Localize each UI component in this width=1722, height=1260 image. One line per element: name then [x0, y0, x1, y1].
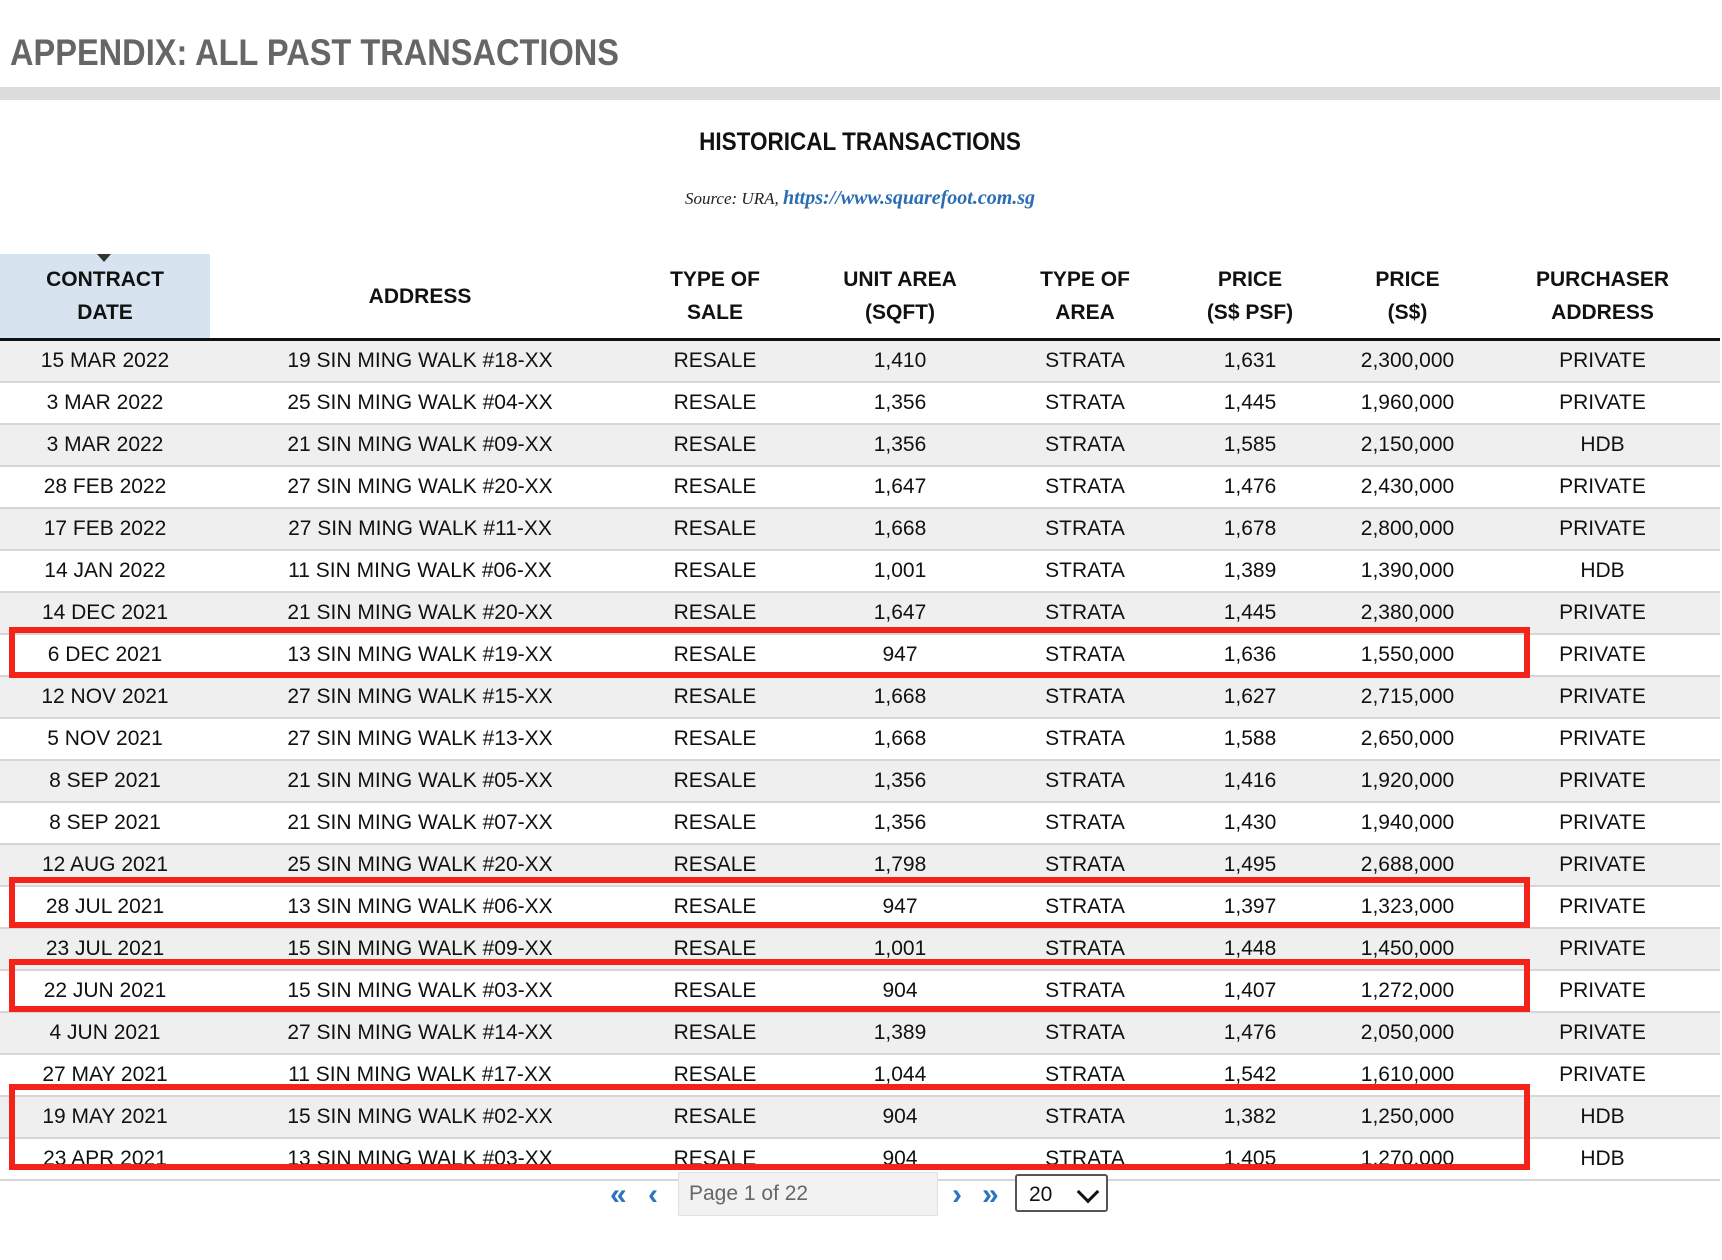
cell-type-of-sale: RESALE — [630, 970, 800, 1012]
cell-type-of-area: STRATA — [1000, 466, 1170, 508]
col-header-price-psf[interactable] — [1170, 254, 1330, 340]
cell-address: 11 SIN MING WALK #17-XX — [210, 1054, 630, 1096]
cell-contract-date: 23 JUL 2021 — [0, 928, 210, 970]
cell-address: 21 SIN MING WALK #20-XX — [210, 592, 630, 634]
header-line: ADDRESS — [368, 284, 472, 308]
cell-price-psf: 1,448 — [1170, 928, 1330, 970]
cell-purchaser-address: PRIVATE — [1485, 466, 1720, 508]
table-row — [0, 592, 1720, 634]
cell-price: 2,800,000 — [1330, 508, 1485, 550]
table-row — [0, 886, 1720, 928]
cell-purchaser-address: PRIVATE — [1485, 928, 1720, 970]
cell-type-of-sale: RESALE — [630, 634, 800, 676]
table-row — [0, 844, 1720, 886]
cell-type-of-sale: RESALE — [630, 1096, 800, 1138]
cell-price: 2,380,000 — [1330, 592, 1485, 634]
cell-unit-area: 1,410 — [800, 340, 1000, 383]
col-header-purchaser-address[interactable] — [1485, 254, 1720, 340]
cell-price-psf: 1,416 — [1170, 760, 1330, 802]
col-header-type-of-area[interactable] — [1000, 254, 1170, 340]
cell-unit-area: 1,356 — [800, 760, 1000, 802]
table-row — [0, 466, 1720, 508]
cell-price-psf: 1,397 — [1170, 886, 1330, 928]
pagination-bar — [0, 1172, 1720, 1218]
header-line: ADDRESS — [1551, 301, 1654, 324]
cell-price: 2,650,000 — [1330, 718, 1485, 760]
cell-price: 1,250,000 — [1330, 1096, 1485, 1138]
prev-page-icon[interactable]: ‹ — [648, 1178, 658, 1211]
cell-type-of-area: STRATA — [1000, 676, 1170, 718]
cell-address: 13 SIN MING WALK #19-XX — [210, 634, 630, 676]
cell-price: 1,920,000 — [1330, 760, 1485, 802]
cell-unit-area: 1,001 — [800, 550, 1000, 592]
cell-price: 1,270,000 — [1330, 1138, 1485, 1180]
cell-type-of-area: STRATA — [1000, 508, 1170, 550]
cell-type-of-sale: RESALE — [630, 508, 800, 550]
cell-purchaser-address: PRIVATE — [1485, 970, 1720, 1012]
cell-unit-area: 1,668 — [800, 676, 1000, 718]
cell-price: 2,050,000 — [1330, 1012, 1485, 1054]
cell-type-of-area: STRATA — [1000, 1012, 1170, 1054]
header-line: CONTRACT — [46, 268, 164, 291]
transactions-table — [0, 254, 1720, 1181]
cell-price-psf: 1,476 — [1170, 1012, 1330, 1054]
cell-address: 25 SIN MING WALK #04-XX — [210, 382, 630, 424]
cell-purchaser-address: PRIVATE — [1485, 1012, 1720, 1054]
cell-purchaser-address: PRIVATE — [1485, 592, 1720, 634]
cell-type-of-area: STRATA — [1000, 382, 1170, 424]
header-line: PURCHASER — [1535, 268, 1669, 291]
cell-price-psf: 1,430 — [1170, 802, 1330, 844]
cell-contract-date: 8 SEP 2021 — [0, 760, 210, 802]
cell-type-of-area: STRATA — [1000, 424, 1170, 466]
table-row — [0, 550, 1720, 592]
cell-contract-date: 28 FEB 2022 — [0, 466, 210, 508]
cell-unit-area: 1,356 — [800, 382, 1000, 424]
source-line — [0, 187, 1720, 210]
cell-address: 27 SIN MING WALK #20-XX — [210, 466, 630, 508]
cell-price-psf: 1,445 — [1170, 592, 1330, 634]
cell-address: 25 SIN MING WALK #20-XX — [210, 844, 630, 886]
cell-contract-date: 23 APR 2021 — [0, 1138, 210, 1180]
cell-purchaser-address: PRIVATE — [1485, 718, 1720, 760]
transactions-body — [0, 340, 1720, 1181]
cell-purchaser-address: PRIVATE — [1485, 760, 1720, 802]
cell-type-of-sale: RESALE — [630, 424, 800, 466]
table-row — [0, 718, 1720, 760]
cell-type-of-area: STRATA — [1000, 1054, 1170, 1096]
cell-contract-date: 6 DEC 2021 — [0, 634, 210, 676]
page-size-select[interactable] — [1015, 1174, 1108, 1212]
table-row — [0, 424, 1720, 466]
appendix-title: APPENDIX: ALL PAST TRANSACTIONS — [10, 32, 620, 73]
cell-type-of-sale: RESALE — [630, 382, 800, 424]
header-line: (S$ PSF) — [1206, 301, 1294, 324]
cell-type-of-area: STRATA — [1000, 970, 1170, 1012]
cell-type-of-area: STRATA — [1000, 1096, 1170, 1138]
cell-price: 1,610,000 — [1330, 1054, 1485, 1096]
col-header-type-of-sale[interactable] — [630, 254, 800, 340]
page-size-value: 20 — [1029, 1183, 1053, 1206]
cell-price-psf: 1,407 — [1170, 970, 1330, 1012]
cell-price-psf: 1,631 — [1170, 340, 1330, 383]
cell-contract-date: 19 MAY 2021 — [0, 1096, 210, 1138]
table-row — [0, 1054, 1720, 1096]
cell-purchaser-address: PRIVATE — [1485, 802, 1720, 844]
sort-desc-icon — [97, 254, 111, 262]
cell-unit-area: 1,001 — [800, 928, 1000, 970]
cell-address: 27 SIN MING WALK #11-XX — [210, 508, 630, 550]
header-line: DATE — [77, 301, 133, 324]
first-page-icon[interactable]: « — [610, 1178, 627, 1211]
header-line: TYPE OF — [1040, 268, 1130, 291]
cell-purchaser-address: PRIVATE — [1485, 886, 1720, 928]
header-row — [0, 254, 1720, 340]
cell-unit-area: 1,668 — [800, 508, 1000, 550]
cell-purchaser-address: PRIVATE — [1485, 382, 1720, 424]
cell-unit-area: 1,356 — [800, 802, 1000, 844]
cell-purchaser-address: PRIVATE — [1485, 634, 1720, 676]
cell-price-psf: 1,495 — [1170, 844, 1330, 886]
cell-purchaser-address: PRIVATE — [1485, 340, 1720, 383]
header-line: PRICE — [1217, 268, 1283, 291]
cell-price: 2,715,000 — [1330, 676, 1485, 718]
cell-type-of-sale: RESALE — [630, 340, 800, 383]
col-header-price[interactable] — [1330, 254, 1485, 340]
cell-contract-date: 4 JUN 2021 — [0, 1012, 210, 1054]
cell-type-of-area: STRATA — [1000, 592, 1170, 634]
cell-price: 1,272,000 — [1330, 970, 1485, 1012]
cell-contract-date: 8 SEP 2021 — [0, 802, 210, 844]
cell-purchaser-address: PRIVATE — [1485, 508, 1720, 550]
cell-address: 27 SIN MING WALK #13-XX — [210, 718, 630, 760]
cell-purchaser-address: PRIVATE — [1485, 844, 1720, 886]
cell-price: 1,323,000 — [1330, 886, 1485, 928]
header-line: (SQFT) — [865, 301, 935, 324]
source-prefix: Source: URA, — [684, 189, 779, 208]
cell-type-of-area: STRATA — [1000, 634, 1170, 676]
cell-unit-area: 1,798 — [800, 844, 1000, 886]
col-header-contract-date[interactable] — [0, 254, 210, 340]
cell-price: 1,390,000 — [1330, 550, 1485, 592]
cell-address: 15 SIN MING WALK #03-XX — [210, 970, 630, 1012]
header-line: AREA — [1055, 301, 1115, 324]
cell-address: 27 SIN MING WALK #14-XX — [210, 1012, 630, 1054]
title-divider — [0, 87, 1720, 100]
cell-purchaser-address: PRIVATE — [1485, 676, 1720, 718]
cell-contract-date: 27 MAY 2021 — [0, 1054, 210, 1096]
cell-type-of-area: STRATA — [1000, 718, 1170, 760]
page-input[interactable] — [679, 1173, 937, 1215]
cell-type-of-sale: RESALE — [630, 1138, 800, 1180]
cell-unit-area: 904 — [800, 1138, 1000, 1180]
cell-contract-date: 15 MAR 2022 — [0, 340, 210, 383]
cell-unit-area: 947 — [800, 886, 1000, 928]
cell-type-of-sale: RESALE — [630, 760, 800, 802]
cell-type-of-sale: RESALE — [630, 550, 800, 592]
table-row — [0, 760, 1720, 802]
cell-type-of-area: STRATA — [1000, 1138, 1170, 1180]
table-row — [0, 802, 1720, 844]
cell-type-of-area: STRATA — [1000, 760, 1170, 802]
cell-contract-date: 17 FEB 2022 — [0, 508, 210, 550]
cell-type-of-area: STRATA — [1000, 886, 1170, 928]
cell-address: 21 SIN MING WALK #05-XX — [210, 760, 630, 802]
cell-type-of-sale: RESALE — [630, 802, 800, 844]
cell-type-of-area: STRATA — [1000, 802, 1170, 844]
cell-address: 13 SIN MING WALK #03-XX — [210, 1138, 630, 1180]
cell-purchaser-address: HDB — [1485, 424, 1720, 466]
cell-address: 13 SIN MING WALK #06-XX — [210, 886, 630, 928]
col-header-unit-area[interactable] — [800, 254, 1000, 340]
cell-type-of-sale: RESALE — [630, 1054, 800, 1096]
header-line: PRICE — [1375, 268, 1440, 291]
cell-address: 15 SIN MING WALK #02-XX — [210, 1096, 630, 1138]
cell-type-of-sale: RESALE — [630, 676, 800, 718]
cell-price-psf: 1,389 — [1170, 550, 1330, 592]
cell-type-of-area: STRATA — [1000, 340, 1170, 383]
cell-price-psf: 1,636 — [1170, 634, 1330, 676]
header-line: UNIT AREA — [843, 268, 957, 291]
cell-type-of-area: STRATA — [1000, 928, 1170, 970]
table-row — [0, 1096, 1720, 1138]
page-indicator[interactable] — [678, 1172, 938, 1216]
cell-contract-date: 14 DEC 2021 — [0, 592, 210, 634]
cell-purchaser-address: HDB — [1485, 1096, 1720, 1138]
table-row — [0, 508, 1720, 550]
cell-price: 2,688,000 — [1330, 844, 1485, 886]
table-row — [0, 1012, 1720, 1054]
cell-price-psf: 1,542 — [1170, 1054, 1330, 1096]
cell-price: 1,450,000 — [1330, 928, 1485, 970]
cell-address: 21 SIN MING WALK #07-XX — [210, 802, 630, 844]
cell-price: 1,550,000 — [1330, 634, 1485, 676]
chevron-down-icon — [1077, 1181, 1100, 1204]
cell-unit-area: 1,389 — [800, 1012, 1000, 1054]
cell-unit-area: 1,356 — [800, 424, 1000, 466]
header-line: SALE — [686, 301, 743, 324]
header-line: (S$) — [1387, 301, 1428, 324]
cell-type-of-sale: RESALE — [630, 592, 800, 634]
cell-unit-area: 1,668 — [800, 718, 1000, 760]
cell-price-psf: 1,627 — [1170, 676, 1330, 718]
cell-type-of-sale: RESALE — [630, 844, 800, 886]
cell-type-of-sale: RESALE — [630, 886, 800, 928]
cell-type-of-area: STRATA — [1000, 550, 1170, 592]
cell-contract-date: 3 MAR 2022 — [0, 382, 210, 424]
cell-unit-area: 1,647 — [800, 592, 1000, 634]
cell-type-of-sale: RESALE — [630, 928, 800, 970]
cell-type-of-area: STRATA — [1000, 844, 1170, 886]
cell-contract-date: 3 MAR 2022 — [0, 424, 210, 466]
cell-purchaser-address: PRIVATE — [1485, 1054, 1720, 1096]
cell-address: 11 SIN MING WALK #06-XX — [210, 550, 630, 592]
cell-type-of-sale: RESALE — [630, 718, 800, 760]
cell-unit-area: 1,044 — [800, 1054, 1000, 1096]
last-page-icon[interactable]: » — [982, 1178, 999, 1211]
table-title: HISTORICAL TRANSACTIONS — [699, 128, 1021, 156]
cell-address: 27 SIN MING WALK #15-XX — [210, 676, 630, 718]
table-row — [0, 970, 1720, 1012]
table-row — [0, 634, 1720, 676]
cell-price: 1,960,000 — [1330, 382, 1485, 424]
cell-price: 2,300,000 — [1330, 340, 1485, 383]
cell-price: 1,940,000 — [1330, 802, 1485, 844]
cell-contract-date: 14 JAN 2022 — [0, 550, 210, 592]
cell-unit-area: 947 — [800, 634, 1000, 676]
next-page-icon[interactable]: › — [952, 1178, 962, 1211]
cell-contract-date: 12 NOV 2021 — [0, 676, 210, 718]
cell-price-psf: 1,382 — [1170, 1096, 1330, 1138]
table-row — [0, 382, 1720, 424]
cell-price-psf: 1,588 — [1170, 718, 1330, 760]
cell-price-psf: 1,585 — [1170, 424, 1330, 466]
cell-address: 19 SIN MING WALK #18-XX — [210, 340, 630, 383]
table-row — [0, 928, 1720, 970]
cell-unit-area: 904 — [800, 1096, 1000, 1138]
cell-contract-date: 28 JUL 2021 — [0, 886, 210, 928]
table-row — [0, 340, 1720, 383]
cell-price: 2,150,000 — [1330, 424, 1485, 466]
cell-price-psf: 1,445 — [1170, 382, 1330, 424]
cell-purchaser-address: HDB — [1485, 1138, 1720, 1180]
cell-unit-area: 1,647 — [800, 466, 1000, 508]
cell-price-psf: 1,405 — [1170, 1138, 1330, 1180]
source-link[interactable]: https://www.squarefoot.com.sg — [782, 187, 1036, 209]
cell-unit-area: 904 — [800, 970, 1000, 1012]
cell-contract-date: 22 JUN 2021 — [0, 970, 210, 1012]
cell-type-of-sale: RESALE — [630, 466, 800, 508]
cell-address: 15 SIN MING WALK #09-XX — [210, 928, 630, 970]
cell-price-psf: 1,678 — [1170, 508, 1330, 550]
cell-contract-date: 5 NOV 2021 — [0, 718, 210, 760]
header-line: TYPE OF — [670, 268, 760, 291]
cell-address: 21 SIN MING WALK #09-XX — [210, 424, 630, 466]
cell-price-psf: 1,476 — [1170, 466, 1330, 508]
cell-contract-date: 12 AUG 2021 — [0, 844, 210, 886]
col-header-address[interactable] — [210, 254, 630, 340]
cell-type-of-sale: RESALE — [630, 1012, 800, 1054]
cell-purchaser-address: HDB — [1485, 550, 1720, 592]
cell-price: 2,430,000 — [1330, 466, 1485, 508]
table-row — [0, 676, 1720, 718]
